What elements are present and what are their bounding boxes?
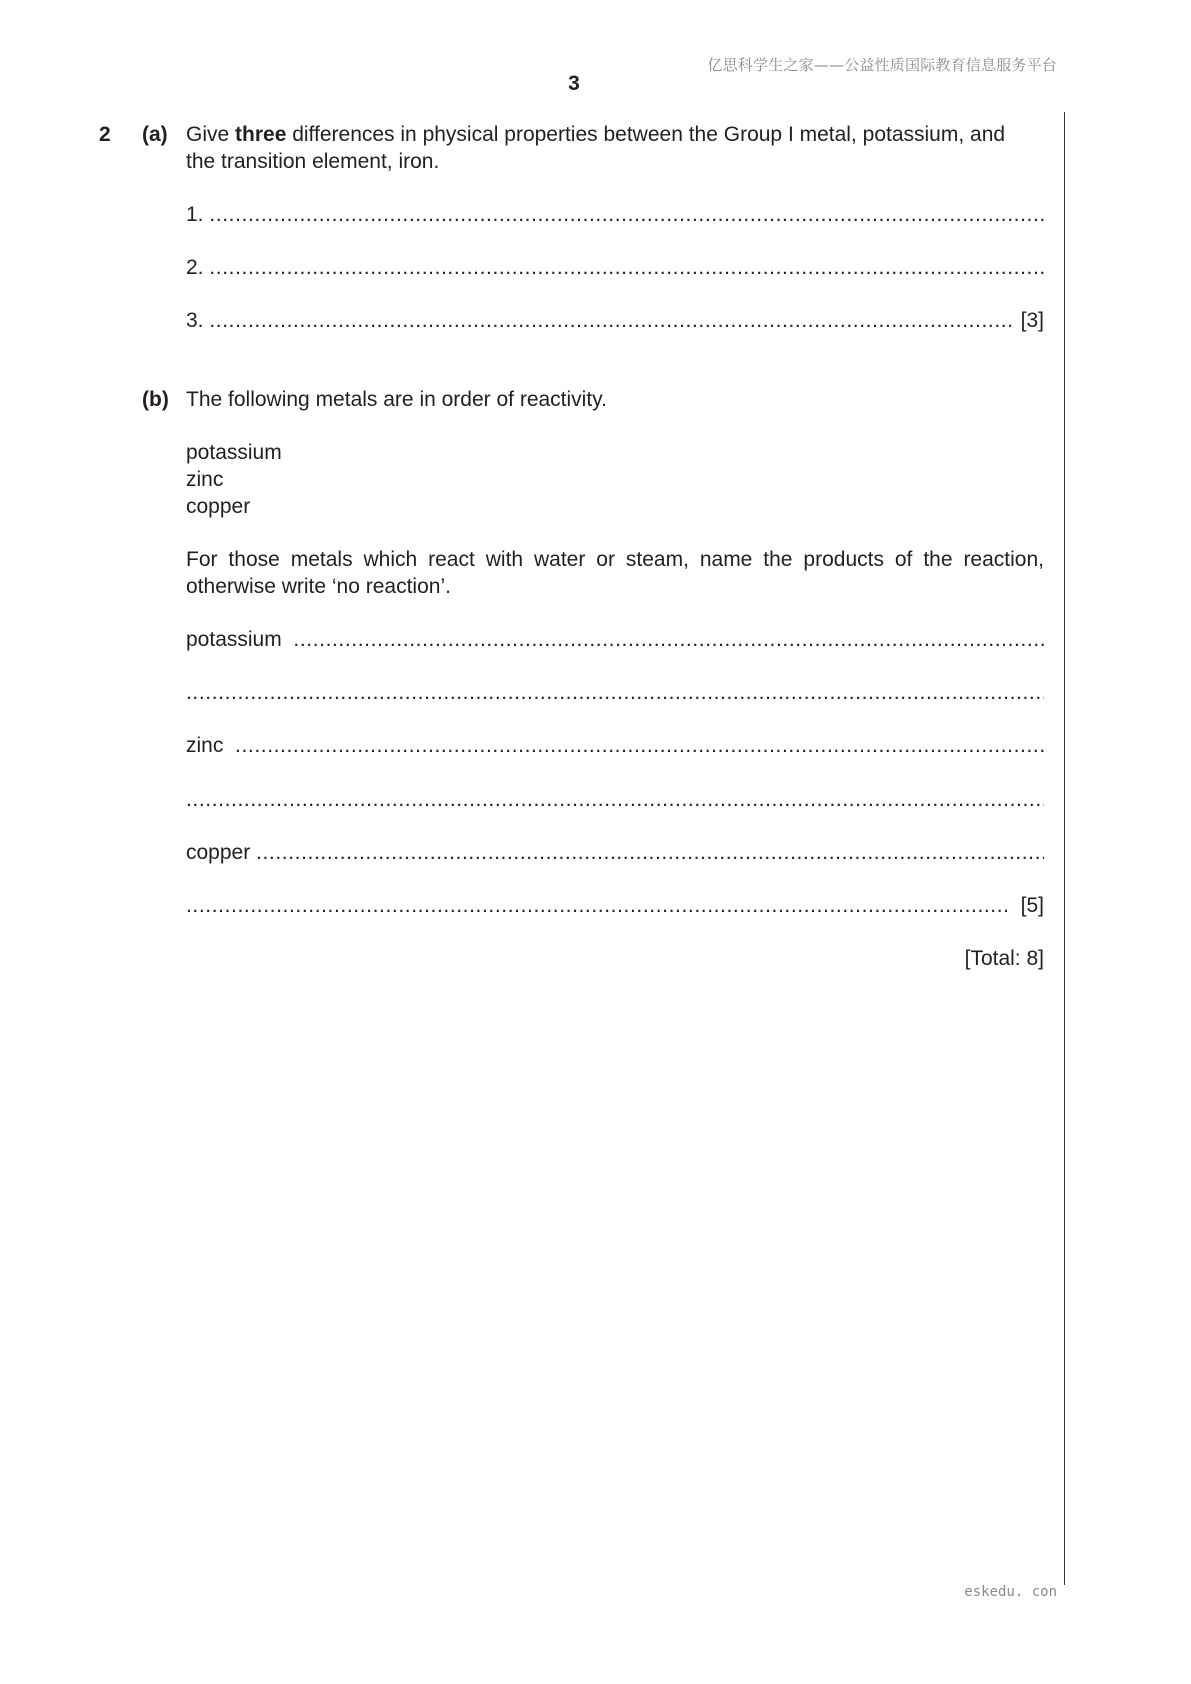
- answer-line-label: 2.: [186, 256, 210, 279]
- margin-line: [1064, 112, 1065, 1585]
- dotted-line: [209, 254, 1044, 281]
- part-a-prompt-line2: the transition element, iron.: [186, 150, 440, 173]
- answer-line-potassium-cont[interactable]: [186, 679, 1044, 706]
- dotted-line: [186, 786, 1044, 813]
- dotted-line: [209, 307, 1010, 334]
- answer-line-potassium[interactable]: [186, 626, 1044, 653]
- part-b-instruction: For those metals which react with water or steam, name the products of the reaction, otherwise write ‘no reaction’.: [186, 548, 1044, 598]
- dotted-line: [209, 201, 1044, 228]
- metal-item: zinc: [186, 468, 224, 491]
- total-marks: [Total: 8]: [964, 947, 1044, 970]
- part-b-label: (b): [142, 388, 169, 411]
- marks-label: [5]: [1020, 894, 1044, 917]
- answer-line-copper-cont[interactable]: [186, 892, 1044, 919]
- answer-line-zinc[interactable]: [186, 732, 1044, 759]
- part-a-prompt: [186, 121, 1044, 175]
- answer-line-a1[interactable]: [186, 201, 1044, 228]
- answer-line-label: zinc: [186, 734, 236, 757]
- emphasis-three: three: [235, 123, 287, 146]
- footer-watermark: eskedu. con: [964, 1584, 1057, 1600]
- answer-line-zinc-cont[interactable]: [186, 786, 1044, 813]
- page-number: 3: [568, 72, 580, 95]
- answer-line-copper[interactable]: [186, 839, 1044, 866]
- metal-item: copper: [186, 495, 251, 518]
- dotted-line: [186, 679, 1044, 706]
- dotted-line: [186, 892, 1011, 919]
- answer-line-label: copper: [186, 841, 257, 864]
- dotted-line: [256, 839, 1044, 866]
- question-number: 2: [99, 123, 111, 146]
- part-a-label: (a): [142, 123, 168, 146]
- answer-line-a2[interactable]: [186, 254, 1044, 281]
- answer-line-label: potassium: [186, 628, 294, 651]
- dotted-line: [235, 732, 1044, 759]
- metal-list: [186, 439, 1044, 520]
- answer-line-label: 1.: [186, 203, 210, 226]
- part-b-intro: The following metals are in order of reactivity.: [186, 388, 607, 411]
- header-watermark: 亿思科学生之家——公益性质国际教育信息服务平台: [707, 56, 1057, 74]
- answer-line-label: 3.: [186, 309, 210, 332]
- answer-line-a3[interactable]: [186, 307, 1044, 334]
- dotted-line: [293, 626, 1044, 653]
- metal-item: potassium: [186, 441, 282, 464]
- part-a-prompt-line1: Give three differences in physical properties between the Group I metal, potassium, and: [186, 123, 1006, 146]
- marks-label: [3]: [1020, 309, 1044, 332]
